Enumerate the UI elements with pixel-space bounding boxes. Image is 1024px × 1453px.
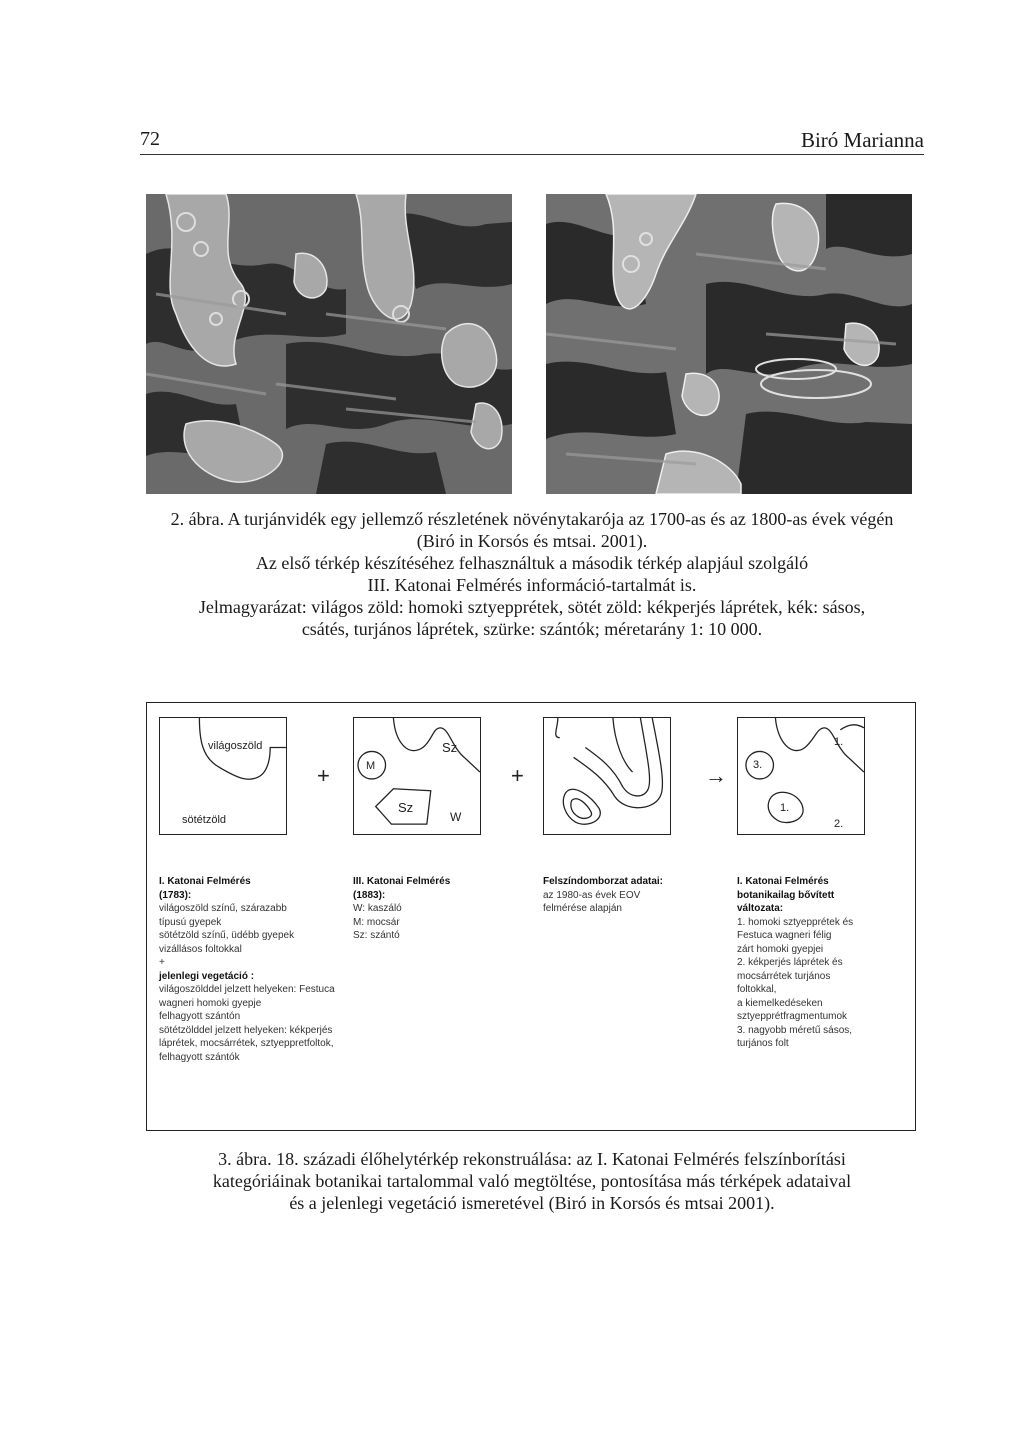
box-relief-data bbox=[543, 717, 671, 835]
legend-line: wagneri homoki gyepje bbox=[159, 997, 262, 1009]
legend-line: III. Katonai Felmérés bbox=[353, 876, 451, 887]
legend-line: felhagyott szántón bbox=[159, 1011, 241, 1022]
running-head: Biró Marianna bbox=[800, 128, 924, 152]
label-m: M bbox=[366, 760, 376, 772]
legend-line: Festuca wagneri félig bbox=[737, 930, 832, 941]
legend-line: Sz: szántó bbox=[353, 930, 400, 941]
vegetation-map-1700s bbox=[146, 194, 512, 494]
label-2: 2. bbox=[834, 818, 844, 830]
legend-line: W: kaszáló bbox=[353, 903, 402, 914]
legend-line: jelenlegi vegetáció : bbox=[159, 970, 255, 982]
figure-3-caption bbox=[140, 1148, 924, 1214]
label-dark-green: sötétzöld bbox=[182, 814, 227, 826]
label-light-green: világoszöld bbox=[208, 740, 263, 752]
legend-line: vizállásos foltokkal bbox=[159, 943, 242, 955]
legend-line: változata: bbox=[737, 903, 784, 914]
legend-line: + bbox=[159, 957, 165, 968]
legend-line: láprétek, mocsárrétek, sztyeppretfoltok, bbox=[159, 1038, 334, 1049]
legend-line: turjános folt bbox=[737, 1038, 789, 1049]
legend-line: sötétzöld színű, üdébb gyepek bbox=[159, 930, 295, 941]
caption-line: 3. ábra. 18. századi élőhelytérkép rekonstruálása: az I. Katonai Felmérés felszínborítási bbox=[218, 1149, 846, 1169]
caption-line: Az első térkép készítéséhez felhasználtuk a második térkép alapjául szolgáló bbox=[255, 553, 809, 573]
legend-line: (1883): bbox=[353, 889, 386, 901]
legend-line: világoszölddel jelzett helyeken: Festuca bbox=[159, 984, 335, 995]
legend-line: Felszíndomborzat adatai: bbox=[543, 876, 664, 887]
caption-line: 2. ábra. A turjánvidék egy jellemző részletének növénytakarója az 1700-as és az 1800-as évek végén bbox=[170, 509, 894, 529]
legend-line: felhagyott szántók bbox=[159, 1051, 240, 1063]
caption-line: és a jelenlegi vegetáció ismeretével (Biró in Korsós és mtsai 2001). bbox=[289, 1193, 775, 1213]
legend-line: 2. kékperjés láprétek és bbox=[737, 957, 843, 968]
label-1-top: 1. bbox=[834, 736, 844, 748]
legend-line: M: mocsár bbox=[353, 916, 400, 928]
legend-line: a kiemelkedéseken bbox=[737, 997, 823, 1009]
legend-line: I. Katonai Felmérés bbox=[737, 876, 829, 887]
label-sz-bottom: Sz bbox=[398, 800, 414, 815]
caption-line: III. Katonai Felmérés információ-tartalmát is. bbox=[367, 575, 697, 595]
figure-3-diagram bbox=[146, 702, 916, 1131]
legend-column-4 bbox=[737, 875, 853, 1051]
legend-line: az 1980-as évek EOV bbox=[543, 889, 641, 901]
legend-line: foltokkal, bbox=[737, 984, 777, 995]
caption-line: Jelmagyarázat: világos zöld: homoki sztyepprétek, sötét zöld: kékperjés láprétek, kék: sásos, bbox=[198, 597, 866, 617]
legend-line: sötétzölddel jelzett helyeken: kékperjés bbox=[159, 1024, 333, 1036]
caption-line: (Biró in Korsós és mtsai. 2001). bbox=[416, 531, 648, 551]
legend-line: mocsárrétek turjános bbox=[737, 970, 831, 982]
header-rule bbox=[140, 154, 924, 155]
caption-line: csátés, turjános láprétek, szürke: szántók; méretarány 1: 10 000. bbox=[301, 619, 763, 639]
page-number: 72 bbox=[140, 128, 160, 150]
label-sz-top: Sz bbox=[442, 740, 458, 755]
legend-line: világoszöld színű, szárazabb bbox=[159, 903, 287, 914]
legend-line: 3. nagyobb méretű sásos, bbox=[737, 1024, 853, 1036]
legend-line: sztyepprétfragmentumok bbox=[737, 1011, 848, 1022]
label-3: 3. bbox=[753, 759, 763, 771]
label-1-bottom: 1. bbox=[780, 802, 790, 814]
legend-line: (1783): bbox=[159, 889, 192, 901]
legend-line: I. Katonai Felmérés bbox=[159, 876, 251, 887]
arrow-sign: → bbox=[705, 763, 727, 788]
legend-column-3 bbox=[543, 875, 663, 916]
legend-line: zárt homoki gyepjei bbox=[737, 943, 824, 955]
label-w: W bbox=[450, 810, 462, 824]
legend-line: felmérése alapján bbox=[543, 903, 622, 914]
legend-line: 1. homoki sztyepprétek és bbox=[737, 916, 854, 928]
vegetation-map-1800s bbox=[546, 194, 912, 494]
figure-2-caption bbox=[140, 508, 924, 640]
plus-sign: + bbox=[317, 763, 330, 788]
box-third-military-survey bbox=[353, 717, 481, 835]
legend-column-1 bbox=[159, 875, 335, 1064]
box-extended-survey bbox=[737, 717, 865, 835]
box-first-military-survey bbox=[159, 717, 287, 835]
plus-sign: + bbox=[511, 763, 524, 788]
legend-line: típusú gyepek bbox=[159, 916, 222, 928]
legend-line: botanikailag bővített bbox=[737, 889, 835, 901]
caption-line: kategóriáinak botanikai tartalommal való megtöltése, pontosítása más térképek adataival bbox=[212, 1171, 852, 1191]
legend-column-2 bbox=[353, 875, 450, 943]
